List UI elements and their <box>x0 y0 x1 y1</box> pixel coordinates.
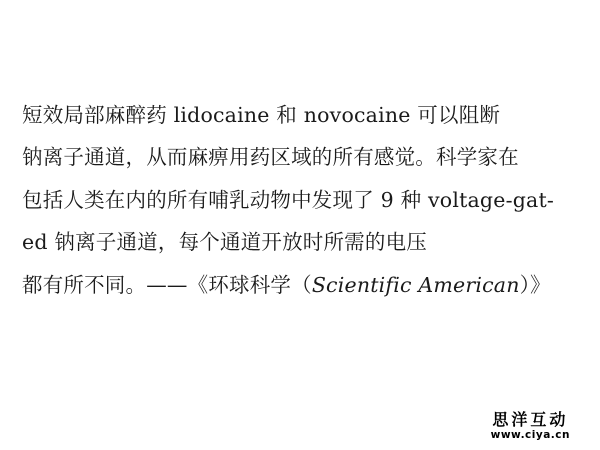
passage-line-3: 包括人类在内的所有哺乳动物中发现了 9 种 voltage-gat- <box>22 188 555 212</box>
passage-line-1: 短效局部麻醉药 lidocaine 和 novocaine 可以阻断 <box>22 103 501 127</box>
passage-line-4: ed 钠离子通道，每个通道开放时所需的电压 <box>22 230 427 254</box>
watermark-url: www.ciya.cn <box>490 429 570 441</box>
watermark-logo <box>491 411 570 442</box>
citation-source-title: Scientific American <box>311 273 520 297</box>
watermark-title: 思洋互动 <box>492 410 569 429</box>
passage-line-5 <box>22 270 551 300</box>
citation-close: ）》 <box>519 273 551 297</box>
citation-lead: 都有所不同。——《环球科学（ <box>22 273 312 297</box>
passage-line-2: 钠离子通道，从而麻痹用药区域的所有感觉。科学家在 <box>22 145 519 169</box>
